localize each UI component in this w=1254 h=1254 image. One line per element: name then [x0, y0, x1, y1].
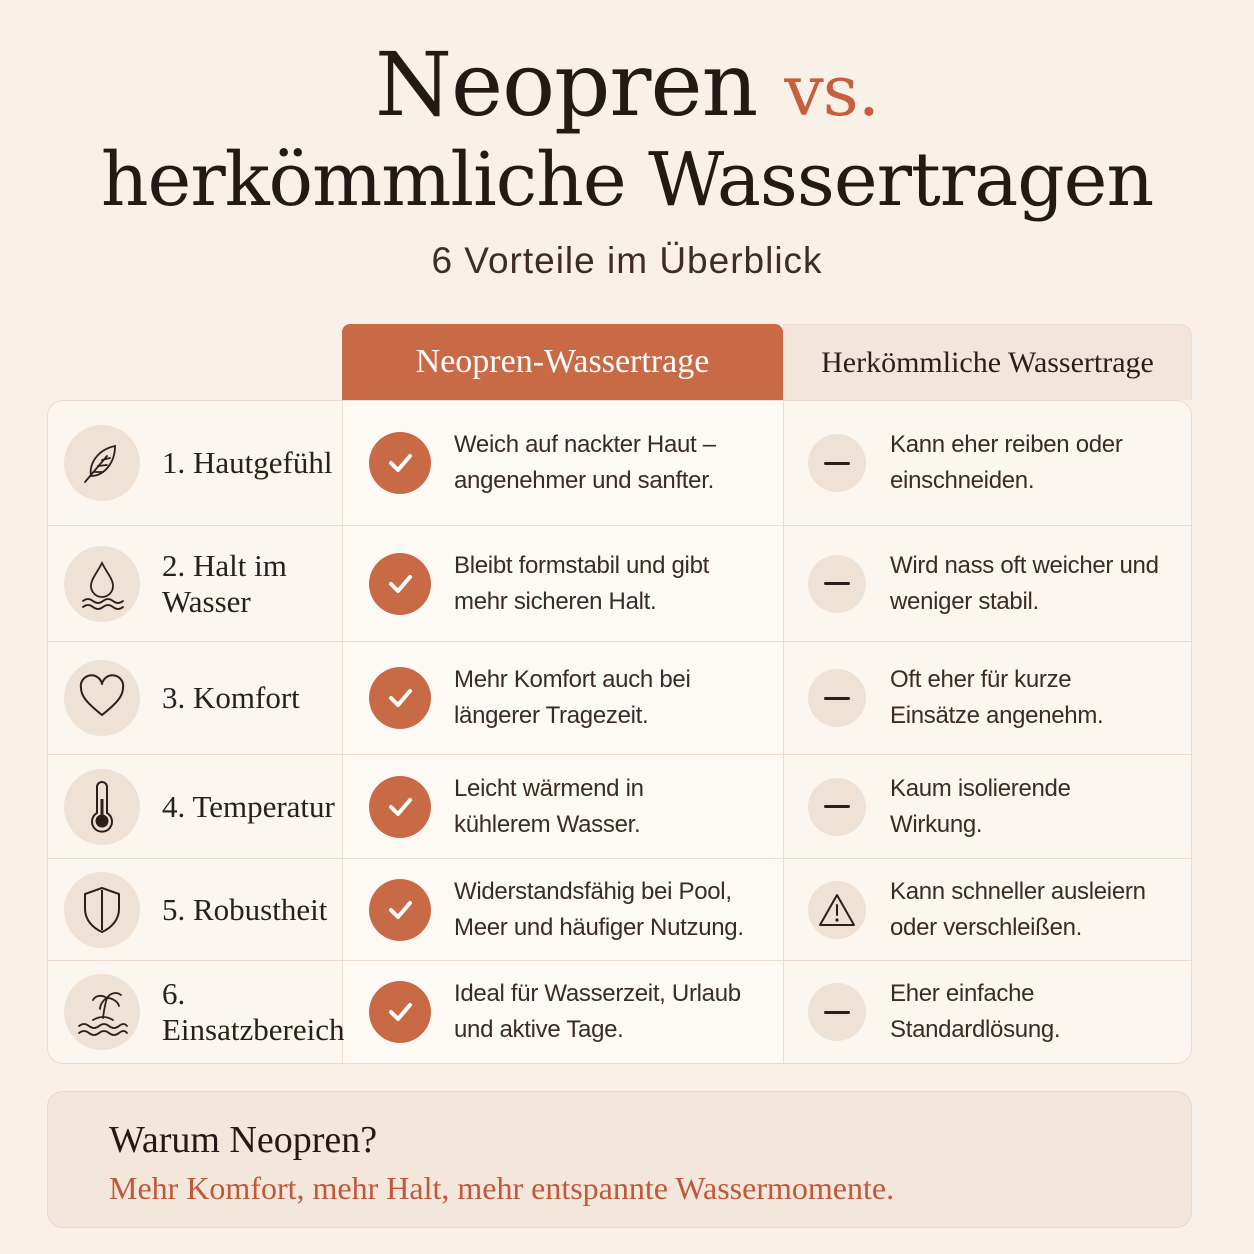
traditional-cell: [784, 642, 1191, 754]
neopren-cell: [343, 755, 784, 858]
neopren-text: [454, 874, 744, 946]
neopren-cell: [343, 526, 784, 641]
check-icon: [369, 667, 431, 729]
column-header-traditional: Herkömmliche Wassertrage: [783, 324, 1192, 400]
neopren-cell: [343, 961, 784, 1063]
neopren-text-line: Ideal für Wasserzeit, Urlaub: [454, 980, 741, 1007]
traditional-text-line: Kann eher reiben oder: [890, 431, 1123, 458]
traditional-text-line: Wird nass oft weicher und: [890, 551, 1159, 579]
row-label-line: Wasser: [162, 583, 251, 619]
neopren-text: [454, 548, 709, 620]
subtitle: 6 Vorteile im Überblick: [431, 240, 823, 281]
traditional-text: [890, 662, 1103, 734]
neopren-text-line: und aktive Tage.: [454, 1016, 624, 1043]
thermometer-icon: [64, 769, 140, 845]
neopren-text: [454, 662, 690, 734]
traditional-text-line: Kann schneller ausleiern: [890, 877, 1146, 905]
row-label-cell: [48, 755, 343, 858]
row-label-cell: [48, 401, 343, 525]
traditional-cell: [784, 961, 1191, 1063]
title-line-2: herkömmliche Wassertragen: [100, 137, 1154, 223]
traditional-text-line: weniger stabil.: [890, 587, 1039, 615]
neopren-text-line: Mehr Komfort auch bei: [454, 666, 691, 693]
row-label: 1. Hautgefühl: [162, 445, 333, 480]
column-header-neopren: Neopren-Wassertrage: [342, 324, 783, 400]
neopren-text: [454, 976, 741, 1048]
traditional-text: [890, 427, 1123, 499]
table-row: [48, 401, 1191, 526]
check-icon: [369, 879, 431, 941]
traditional-text-line: einschneiden.: [890, 467, 1035, 494]
table-row: [48, 526, 1191, 642]
neopren-text-line: Widerstandsfähig bei Pool,: [454, 877, 732, 905]
table-row: [48, 642, 1191, 755]
minus-icon: [808, 555, 866, 613]
check-icon: [369, 432, 431, 494]
row-label-line: 2. Halt im: [162, 547, 287, 583]
table-row: [48, 755, 1191, 859]
comparison-table: [47, 400, 1192, 1064]
traditional-text-line: Einsätze angenehm.: [890, 702, 1104, 729]
shield-icon: [64, 872, 140, 948]
row-label: 4. Temperatur: [162, 788, 335, 824]
check-icon: [369, 553, 431, 615]
summary-title: Warum Neopren?: [109, 1119, 378, 1161]
warning-icon: [808, 881, 866, 939]
traditional-text: [890, 548, 1159, 620]
row-label-cell: [48, 526, 343, 641]
feather-icon: [64, 425, 140, 501]
traditional-cell: [784, 526, 1191, 641]
neopren-text-line: angenehmer und sanfter.: [454, 467, 714, 494]
traditional-text-line: Oft eher für kurze: [890, 666, 1072, 693]
minus-icon: [808, 983, 866, 1041]
neopren-text-line: Bleibt formstabil und gibt: [454, 551, 710, 579]
traditional-text: [890, 976, 1060, 1048]
traditional-text: [890, 874, 1146, 946]
traditional-text-line: Eher einfache: [890, 980, 1035, 1007]
minus-icon: [808, 434, 866, 492]
row-label-cell: [48, 961, 343, 1063]
table-row: [48, 961, 1191, 1063]
row-label-cell: [48, 642, 343, 754]
row-label-cell: [48, 859, 343, 960]
traditional-text: [890, 771, 1071, 843]
neopren-text-line: Meer und häufiger Nutzung.: [454, 913, 744, 941]
title-vs: vs.: [784, 50, 879, 132]
neopren-cell: [343, 642, 784, 754]
palm-island-icon: [64, 974, 140, 1050]
neopren-text-line: mehr sicheren Halt.: [454, 587, 657, 615]
traditional-cell: [784, 755, 1191, 858]
title-line-1: [0, 30, 1254, 146]
water-drop-icon: [64, 546, 140, 622]
summary-text: Mehr Komfort, mehr Halt, mehr entspannte Wassermomente.: [109, 1170, 895, 1206]
neopren-text-line: Leicht wärmend in: [454, 774, 644, 802]
neopren-cell: [343, 401, 784, 525]
neopren-text-line: längerer Tragezeit.: [454, 702, 649, 729]
neopren-text: [454, 427, 716, 499]
traditional-text-line: Wirkung.: [890, 810, 983, 838]
minus-icon: [808, 778, 866, 836]
heart-icon: [64, 660, 140, 736]
check-icon: [369, 776, 431, 838]
traditional-cell: [784, 401, 1191, 525]
traditional-text-line: Standardlösung.: [890, 1016, 1061, 1043]
traditional-text-line: Kaum isolierende: [890, 774, 1071, 802]
minus-icon: [808, 669, 866, 727]
row-label: [162, 548, 287, 620]
neopren-text-line: kühlerem Wasser.: [454, 810, 641, 838]
row-label: 3. Komfort: [162, 680, 300, 715]
neopren-text-line: Weich auf nackter Haut –: [454, 431, 716, 458]
traditional-text-line: oder verschleißen.: [890, 913, 1083, 941]
title-neopren: Neopren: [375, 33, 758, 136]
row-label: 5. Robustheit: [162, 891, 328, 927]
traditional-cell: [784, 859, 1191, 960]
neopren-cell: [343, 859, 784, 960]
neopren-text: [454, 771, 644, 843]
row-label: 6. Einsatzbereich: [162, 976, 345, 1047]
check-icon: [369, 981, 431, 1043]
table-row: [48, 859, 1191, 961]
summary-box: [47, 1091, 1192, 1228]
